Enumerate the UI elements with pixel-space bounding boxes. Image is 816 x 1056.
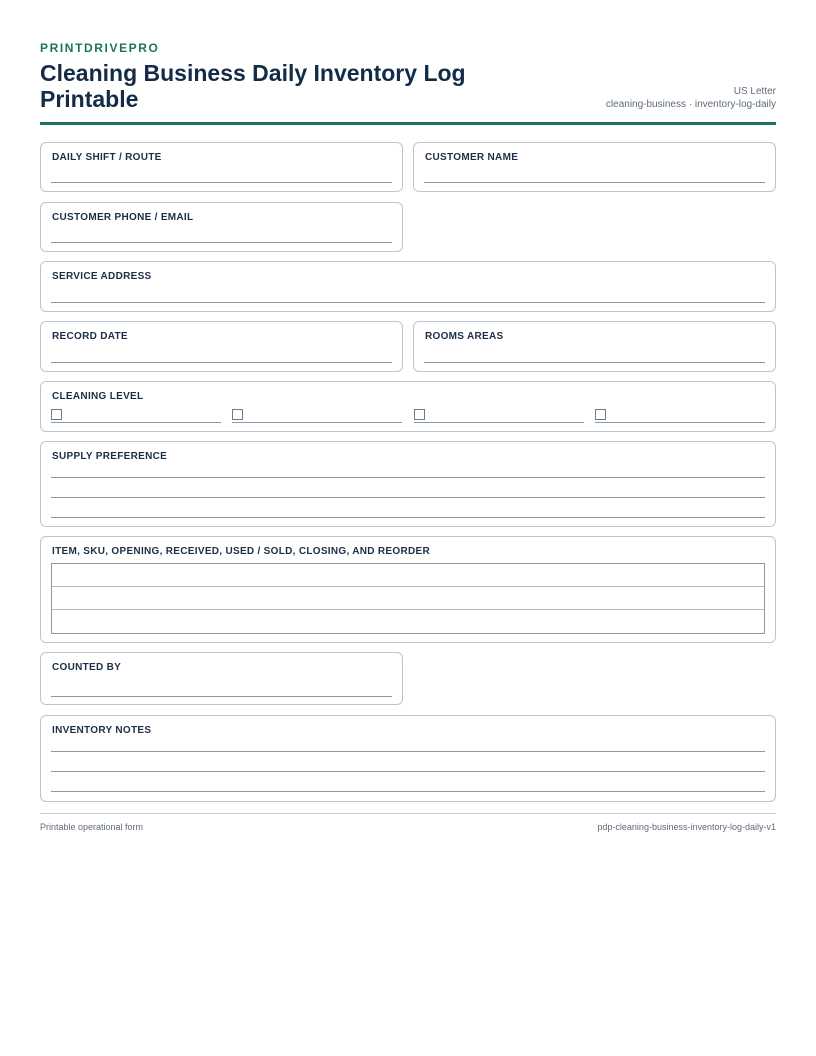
document-tags: cleaning-business · inventory-log-daily: [605, 99, 776, 110]
cleaning-level-field: [40, 381, 776, 432]
option-3-line: [414, 422, 584, 423]
write-line: [51, 517, 765, 518]
option-4-line: [595, 422, 765, 423]
write-line: [51, 497, 765, 498]
field-label: CLEANING LEVEL: [52, 391, 144, 402]
write-line: [51, 477, 765, 478]
record-date-field[interactable]: [40, 321, 403, 372]
checkbox-option-4[interactable]: [595, 409, 606, 420]
write-line: [51, 771, 765, 772]
field-label: INVENTORY NOTES: [52, 725, 152, 736]
page-title: Cleaning Business Daily Inventory Log Printable: [40, 60, 466, 112]
customer-phone-email-field[interactable]: [40, 202, 403, 252]
write-line: [51, 696, 392, 697]
footer-form-id: pdp-cleaning-business-inventory-log-daily-v1: [597, 822, 776, 832]
table-row[interactable]: [52, 587, 764, 610]
field-label: SERVICE ADDRESS: [52, 271, 152, 282]
write-line: [51, 302, 765, 303]
service-address-field[interactable]: [40, 261, 776, 312]
field-label: SUPPLY PREFERENCE: [52, 451, 168, 462]
supply-preference-field[interactable]: [40, 441, 776, 527]
field-label: COUNTED BY: [52, 662, 122, 673]
write-line: [51, 791, 765, 792]
rooms-areas-field[interactable]: [413, 321, 776, 372]
brand-name: PRINTDRIVEPRO: [40, 41, 160, 55]
field-label: ROOMS AREAS: [425, 331, 504, 342]
table-row[interactable]: [52, 610, 764, 633]
checkbox-option-2[interactable]: [232, 409, 243, 420]
field-label: CUSTOMER NAME: [425, 152, 519, 163]
footer-left-text: Printable operational form: [40, 822, 144, 832]
checkbox-option-3[interactable]: [414, 409, 425, 420]
write-line: [51, 242, 392, 243]
document-meta: [606, 85, 776, 111]
inventory-notes-field[interactable]: [40, 715, 776, 802]
item-table-section: [40, 536, 776, 643]
field-label: ITEM, SKU, OPENING, RECEIVED, USED / SOLD, CLOSING, AND REORDER: [52, 546, 431, 557]
option-1-line: [51, 422, 221, 423]
write-line: [424, 182, 765, 183]
option-2-line: [232, 422, 402, 423]
table-row[interactable]: [52, 564, 764, 587]
write-line: [424, 362, 765, 363]
customer-name-field[interactable]: [413, 142, 776, 192]
write-line: [51, 362, 392, 363]
write-line: [51, 182, 392, 183]
field-label: RECORD DATE: [52, 331, 128, 342]
daily-shift-route-field[interactable]: [40, 142, 403, 192]
field-label: DAILY SHIFT / ROUTE: [52, 152, 162, 163]
field-label: CUSTOMER PHONE / EMAIL: [52, 212, 194, 223]
footer-divider: [40, 813, 776, 814]
paper-size: US Letter: [733, 86, 776, 97]
write-line: [51, 751, 765, 752]
checkbox-option-1[interactable]: [51, 409, 62, 420]
item-table: [51, 563, 765, 634]
counted-by-field[interactable]: [40, 652, 403, 705]
header-divider: [40, 122, 776, 125]
